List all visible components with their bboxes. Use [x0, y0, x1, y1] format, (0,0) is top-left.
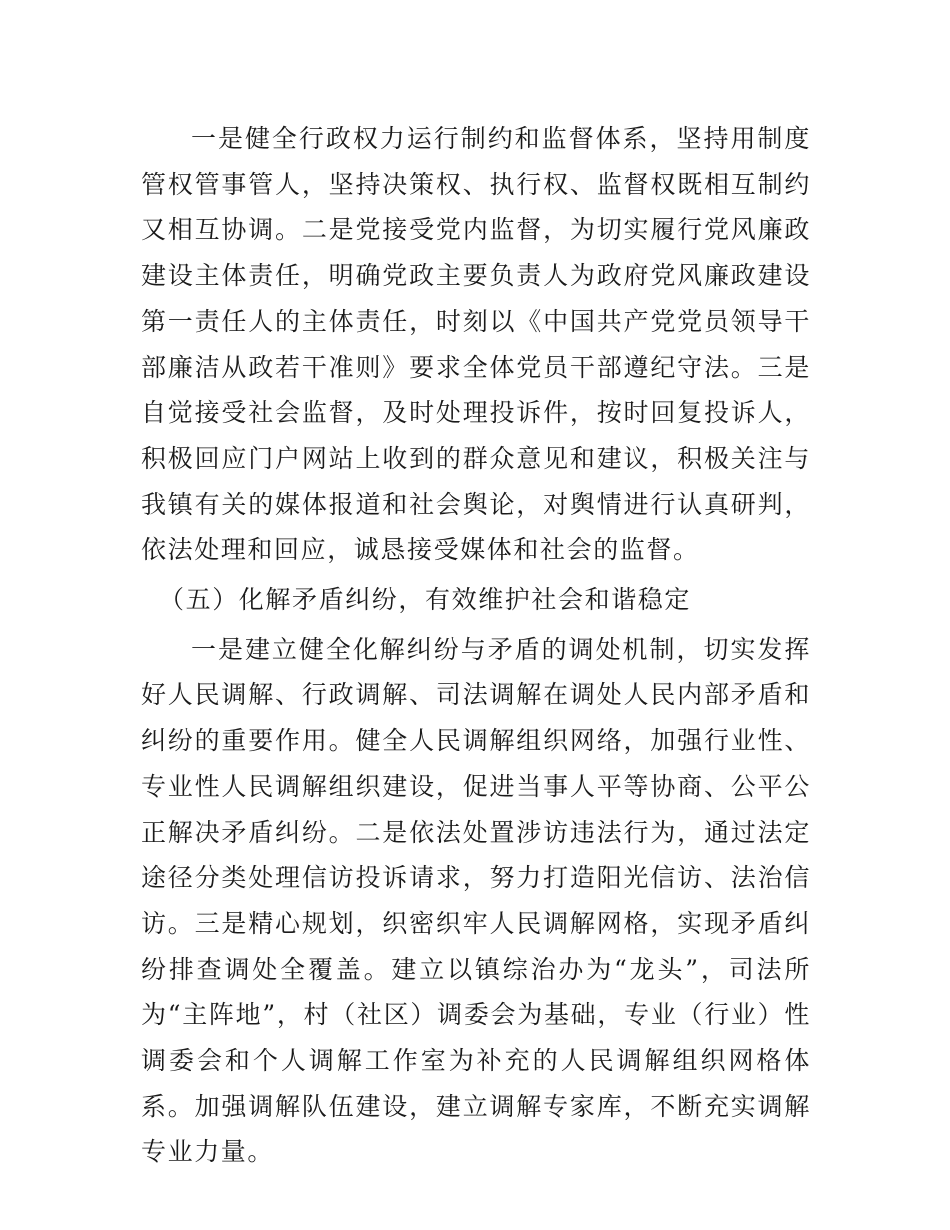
- paragraph-supervision-system: 一是健全行政权力运行制约和监督体系，坚持用制度管权管事管人，坚持决策权、执行权、监督权既相互制约又相互协调。二是党接受党内监督，为切实履行党风廉政建设主体责任，明确党政主要负责人为政府党风廉政建设第一责任人的主体责任，时刻以《中国共产党党员领导干部廉洁从政若干准则》要求全体党员干部遵纪守法。三是自觉接受社会监督，及时处理投诉件，按时回复投诉人，积极回应门户网站上收到的群众意见和建议，积极关注与我镇有关的媒体报道和社会舆论，对舆情进行认真研判，依法处理和回应，诚恳接受媒体和社会的监督。: [141, 124, 811, 565]
- document-body: [141, 116, 811, 1175]
- paragraph-dispute-mediation: 一是建立健全化解纠纷与矛盾的调处机制，切实发挥好人民调解、行政调解、司法调解在调处人民内部矛盾和纠纷的重要作用。健全人民调解组织网络，加强行业性、专业性人民调解组织建设，促进当事人平等协商、公平公正解决矛盾纠纷。二是依法处置涉访违法行为，通过法定途径分类处理信访投诉请求，努力打造阳光信访、法治信访。三是精心规划，织密织牢人民调解网格，实现矛盾纠纷排查调处全覆盖。建立以镇综治办为“龙头”，司法所为“主阵地”，村（社区）调委会为基础，专业（行业）性调委会和个人调解工作室为补充的人民调解组织网格体系。加强调解队伍建设，建立调解专家库，不断充实调解专业力量。: [141, 634, 811, 1167]
- section-heading-five: （五）化解矛盾纠纷，有效维护社会和谐稳定: [159, 585, 692, 615]
